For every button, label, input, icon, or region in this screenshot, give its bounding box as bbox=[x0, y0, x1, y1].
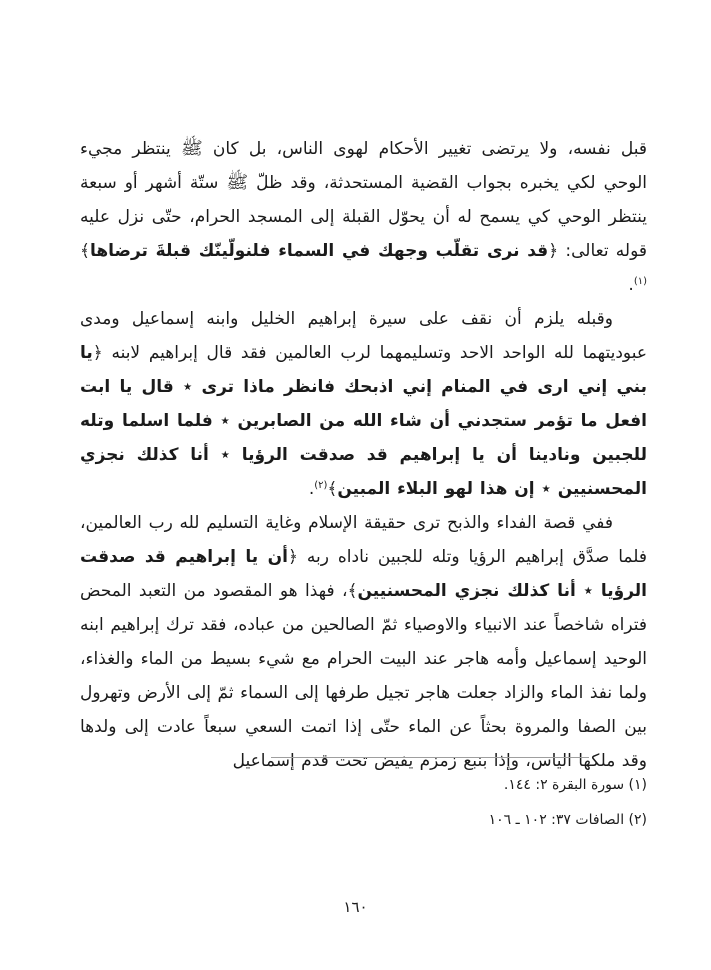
paragraph-2 bbox=[80, 302, 647, 506]
body-run: ﴾، فهذا هو المقصود من التعبد المحض فتراه شاخصاً عند الانبياء والاوصياء ثمّ الصالحين من عباده، فقد ترك إبراهيم ابنه الوحيد إسماعيل وأمه هاجر عند البيت الحرام مع شيء بسيط من الماء والغذاء، ولما نفذ الماء والزاد جعلت هاجر تجيل طرفها إلى السماء ثمّ إلى الأرض وتهرول بين الصفا والمروة بحثاً عن الماء حتّى إذا اتمت السعي سبعاً عادت إلى ولدها وقد ملكها الياس، وإذا بنبع زمزم يفيض تحت قدم إسماعيل bbox=[80, 581, 647, 771]
body-run: ستّة أشهر أو سبعة ينتظر الوحي كي يسمح له أن يحوّل القبلة إلى المسجد الحرام، حتّى نزل عليه قوله تعالى: ﴿ bbox=[80, 173, 648, 261]
body-run: وقبله يلزم أن نقف على سيرة إبراهيم الخليل وابنه إسماعيل ومدى عبوديتهما لله الواحد الاحد وتسليمهما لرب العالمين فقد قال إبراهيم لابنه ﴿ bbox=[80, 309, 647, 363]
footnote-1: (١) سورة البقرة ٢: ١٤٤. bbox=[503, 777, 647, 793]
body-run: . bbox=[308, 479, 315, 499]
paragraph-1 bbox=[80, 132, 647, 302]
footnote-reference: (١) bbox=[633, 276, 647, 287]
body-run: ففي قصة الفداء والذبح ترى حقيقة الإسلام وغاية التسليم لله رب العالمين، فلما صدَّق إبراهيم الرؤيا وتله للجبين ناداه ربه ﴿ bbox=[80, 513, 647, 567]
quran-verse-text: أن يا إبراهيم قد صدقت الرؤيا ٭ أنا كذلك نجزي المحسنيين bbox=[80, 547, 647, 601]
footnote-area bbox=[80, 757, 647, 838]
body-run: . bbox=[628, 275, 634, 295]
footnote-2: (٢) الصافات ٣٧: ١٠٢ ـ ١٠٦ bbox=[488, 812, 647, 828]
footnote-reference: (٢) bbox=[314, 480, 328, 491]
body-run: ينتظر مجيء الوحي لكي يخبره بجواب القضية المستحدثة، وقد ظلّ bbox=[80, 139, 647, 193]
prophet-honorific-symbol: ﷺ bbox=[226, 172, 249, 193]
body-run: ﴾ bbox=[327, 479, 338, 499]
prophet-honorific-symbol: ﷺ bbox=[180, 138, 203, 159]
body-run: ﴾ bbox=[80, 241, 90, 261]
quran-verse-text: يا بني إني ارى في المنام إني اذبحك فانظر ماذا ترى ٭ قال يا ابت افعل ما تؤمر ستجدني أن شاء الله من الصابرين ٭ فلما اسلما وتله للجبين ونادينا أن يا إبراهيم قد صدقت الرؤيا ٭ أنا كذلك نجزي المحسنيين ٭ إن هذا لهو البلاء المبين bbox=[80, 343, 647, 499]
footnote-separator bbox=[271, 757, 589, 758]
paragraph-3 bbox=[80, 506, 647, 778]
body-run: قبل نفسه، ولا يرتضى تغيير الأحكام لهوى الناس، بل كان bbox=[202, 139, 648, 159]
page-number: ١٦٠ bbox=[343, 898, 368, 916]
quran-verse-text: قد نرى تقلّب وجهك في السماء فلنولّينّك قبلةَ ترضاها bbox=[89, 241, 549, 261]
body-text bbox=[80, 132, 647, 778]
